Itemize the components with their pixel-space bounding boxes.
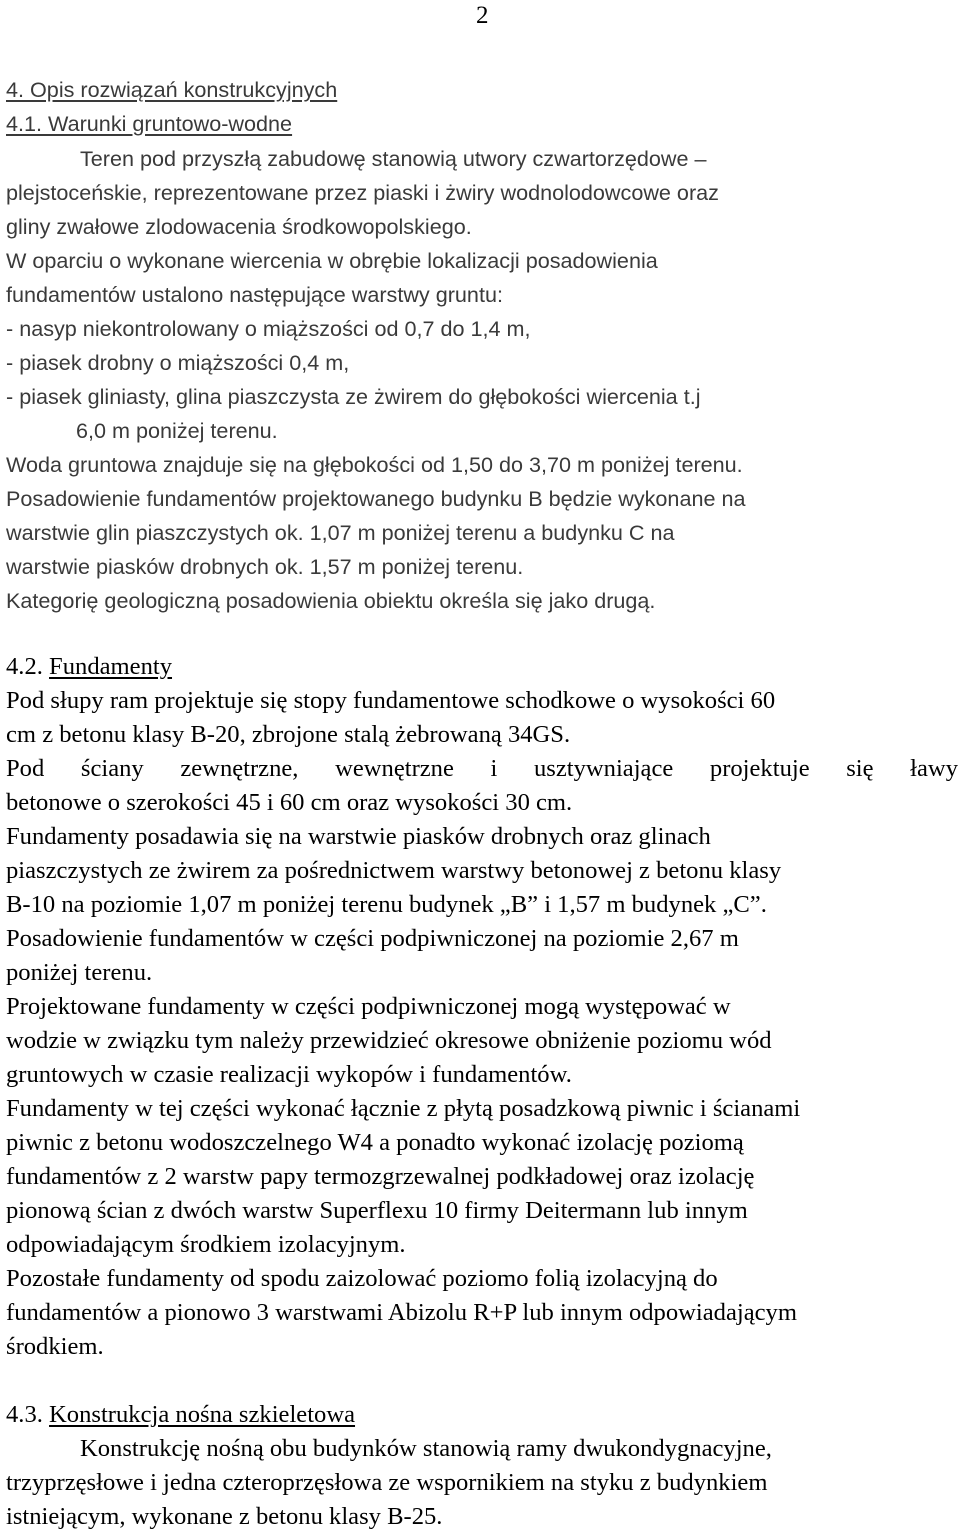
intro-line-3: gliny zwałowe zlodowacenia środkowopolskiego. — [6, 214, 472, 239]
structure-line-3: istniejącym, wykonane z betonu klasy B-25. — [6, 1503, 443, 1530]
groundwater-line: Woda gruntowa znajduje się na głębokości od 1,50 do 3,70 m poniżej terenu. — [6, 452, 743, 477]
foundations-line-2: cm z betonu klasy B-20, zbrojone stalą żebrowaną 34GS. — [6, 721, 571, 748]
foundations-line-1: Pod słupy ram projektuje się stopy fundamentowe schodkowe o wysokości 60 — [6, 687, 776, 714]
foundations-line-19: fundamentów a pionowo 3 warstwami Abizolu R+P lub innym odpowiadającym — [6, 1299, 797, 1326]
foundations-line-10: Projektowane fundamenty w części podpiwniczonej mogą występować w — [6, 993, 731, 1020]
foundation-depth-line-2: warstwie glin piaszczystych ok. 1,07 m poniżej terenu a budynku C na — [6, 520, 675, 545]
structure-line-1: Konstrukcję nośną obu budynków stanowią ramy dwukondygnacyjne, — [80, 1435, 772, 1462]
section-4-3-number: 4.3. — [6, 1401, 50, 1428]
foundations-line-5: Fundamenty posadawia się na warstwie piasków drobnych oraz glinach — [6, 823, 711, 850]
section-4-2-heading — [6, 652, 172, 682]
foundations-line-17: odpowiadającym środkiem izolacyjnym. — [6, 1231, 406, 1258]
foundations-line-6: piaszczystych ze żwirem za pośrednictwem warstwy betonowej z betonu klasy — [6, 857, 782, 884]
foundations-line-11: wodzie w związku tym należy przewidzieć okresowe obniżenie poziomu wód — [6, 1027, 772, 1054]
soil-layer-2: - piasek drobny o miąższości 0,4 m, — [6, 350, 350, 375]
foundations-line-9: poniżej terenu. — [6, 959, 153, 986]
section-4-heading: 4. Opis rozwiązań konstrukcyjnych — [6, 77, 338, 102]
soil-layer-3: - piasek gliniasty, glina piaszczysta ze żwirem do głębokości wiercenia t.j — [6, 384, 701, 409]
intro-line-2: plejstoceńskie, reprezentowane przez piaski i żwiry wodnolodowcowe oraz — [6, 180, 719, 205]
soil-layer-3-cont: 6,0 m poniżej terenu. — [76, 418, 278, 443]
foundations-line-20: środkiem. — [6, 1333, 104, 1360]
foundations-line-3: Pod ściany zewnętrzne, wewnętrzne i usztywniające projektuje się ławy — [6, 755, 958, 782]
foundations-line-14: piwnic z betonu wodoszczelnego W4 a ponadto wykonać izolację poziomą — [6, 1129, 744, 1156]
foundation-depth-line-3: warstwie piasków drobnych ok. 1,57 m poniżej terenu. — [6, 554, 524, 579]
foundations-line-18: Pozostałe fundamenty od spodu zaizolować poziomo folią izolacyjną do — [6, 1265, 718, 1292]
foundations-line-16: pionową ścian z dwóch warstw Superflexu 10 firmy Deitermann lub innym — [6, 1197, 748, 1224]
section-4-3-title: Konstrukcja nośna szkieletowa — [49, 1401, 356, 1428]
section-4-3-heading — [6, 1400, 355, 1430]
section-4-1-heading: 4.1. Warunki gruntowo-wodne — [6, 111, 293, 136]
foundations-line-8: Posadowienie fundamentów w części podpiwniczonej na poziomie 2,67 m — [6, 925, 739, 952]
foundation-depth-line-1: Posadowienie fundamentów projektowanego budynku B będzie wykonane na — [6, 486, 746, 511]
drilling-line-1: W oparciu o wykonane wiercenia w obrębie lokalizacji posadowienia — [6, 248, 658, 273]
foundations-line-7: B-10 na poziomie 1,07 m poniżej terenu budynek „B” i 1,57 m budynek „C”. — [6, 891, 767, 918]
page-number: 2 — [476, 2, 489, 29]
drilling-line-2: fundamentów ustalono następujące warstwy gruntu: — [6, 282, 503, 307]
section-4-2-title: Fundamenty — [49, 653, 173, 680]
intro-line-1: Teren pod przyszłą zabudowę stanowią utwory czwartorzędowe – — [80, 146, 707, 171]
foundations-line-4: betonowe o szerokości 45 i 60 cm oraz wysokości 30 cm. — [6, 789, 573, 816]
foundations-line-13: Fundamenty w tej części wykonać łącznie z płytą posadzkową piwnic i ścianami — [6, 1095, 801, 1122]
foundations-line-15: fundamentów z 2 warstw papy termozgrzewalnej podkładowej oraz izolację — [6, 1163, 755, 1190]
structure-line-2: trzyprzęsłowe i jedna czteroprzęsłowa ze wspornikiem na styku z budynkiem — [6, 1469, 768, 1496]
soil-layer-1: - nasyp niekontrolowany o miąższości od 0,7 do 1,4 m, — [6, 316, 531, 341]
section-4-2-number: 4.2. — [6, 653, 50, 680]
geological-category-line: Kategorię geologiczną posadowienia obiektu określa się jako drugą. — [6, 588, 656, 613]
foundations-line-12: gruntowych w czasie realizacji wykopów i fundamentów. — [6, 1061, 572, 1088]
